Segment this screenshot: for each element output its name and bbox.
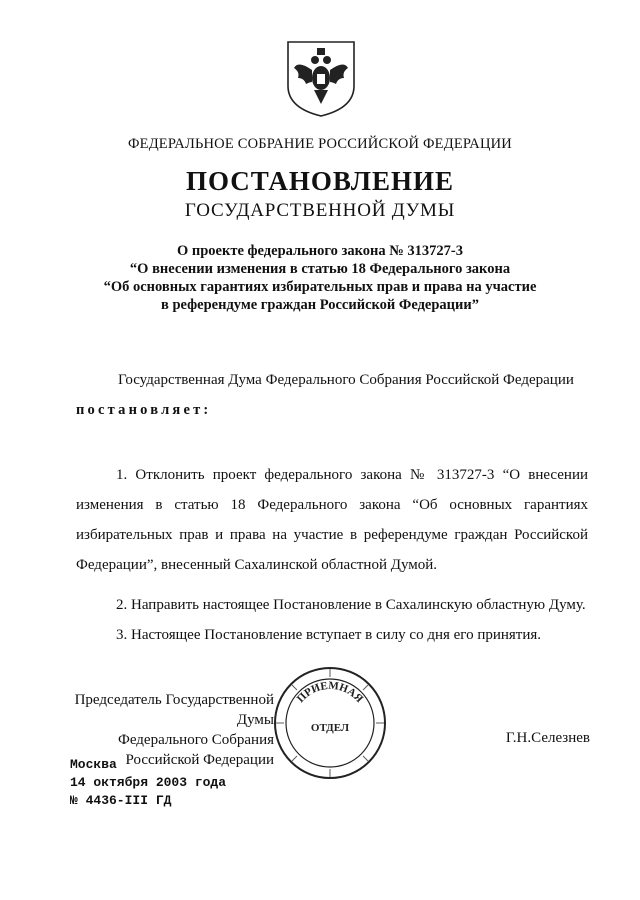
document-number: № 4436-III ГД	[70, 793, 172, 808]
svg-text:ПРИЕМНАЯ	[295, 680, 366, 705]
official-stamp	[270, 663, 390, 783]
document-subject	[0, 242, 640, 314]
resolution-item-3: 3. Настоящее Постановление вступает в силу со дня его принятия.	[116, 627, 542, 643]
signing-date: 14 октября 2003 года	[70, 775, 227, 790]
document-subtitle: ГОСУДАРСТВЕННОЙ ДУМЫ	[184, 200, 456, 221]
subject-line: “О внесении изменения в статью 18 Федерального закона	[129, 261, 511, 277]
subject-line: О проекте федерального закона № 313727-3	[176, 243, 464, 259]
place-of-signing: Москва	[70, 757, 117, 772]
signatory-position-line: Председатель Государственной Думы	[74, 692, 274, 728]
document-title: ПОСТАНОВЛЕНИЕ	[185, 166, 455, 196]
coat-of-arms-icon	[284, 38, 358, 118]
intro-paragraph: Государственная Дума Федерального Собрания Российской Федерации	[118, 372, 574, 388]
signatory-name: Г.Н.Селезнев	[505, 730, 590, 746]
decides-heading: постановляет:	[76, 402, 212, 418]
signatory-position-line: Российской Федерации	[125, 752, 274, 768]
subject-line: “Об основных гарантиях избирательных прав и права на участие	[103, 279, 537, 295]
resolution-item-1: 1. Отклонить проект федерального закона № 313727-3 “О внесении изменения в статью 18 Федерального закона “Об основных гарантиях избирательных прав и права на участие в референдуме граждан Российской Федерации”, внесенный Сахалинской областной Думой.	[76, 467, 588, 573]
signatory-position-line: Федерального Собрания	[117, 732, 274, 748]
subject-line: в референдуме граждан Российской Федерации”	[160, 297, 480, 313]
resolution-item-2: 2. Направить настоящее Постановление в Сахалинскую областную Думу.	[116, 597, 586, 613]
stamp-top-text: ПРИЕМНАЯ	[294, 679, 366, 706]
stamp-center-text: ОТДЕЛ	[310, 722, 350, 734]
organization-name: ФЕДЕРАЛЬНОЕ СОБРАНИЕ РОССИЙСКОЙ ФЕДЕРАЦИИ	[128, 136, 512, 152]
